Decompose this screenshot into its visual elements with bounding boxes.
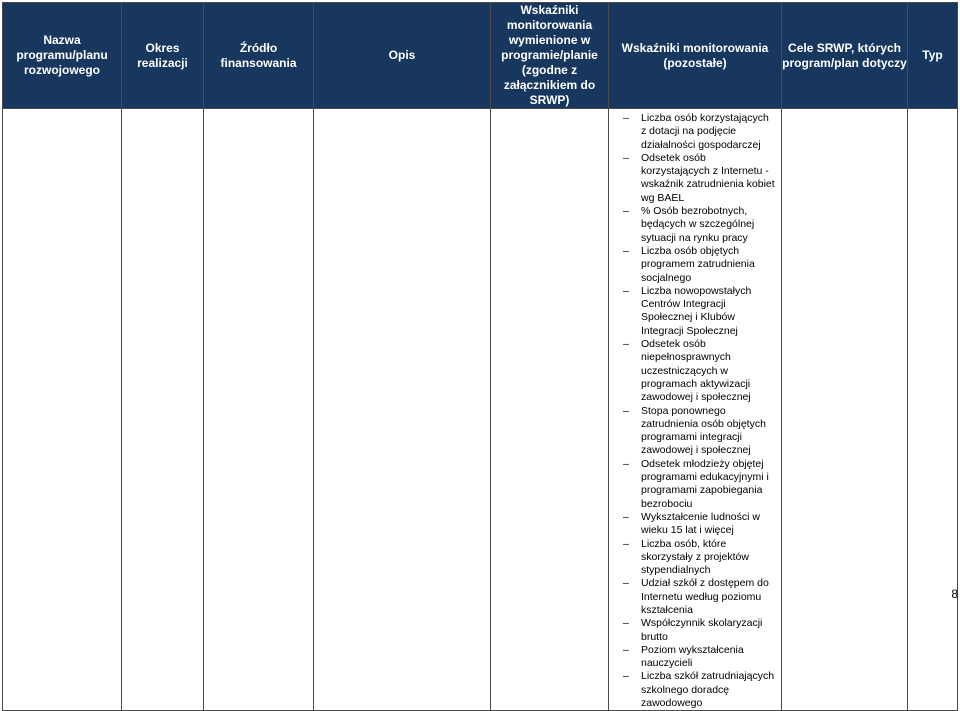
dash-bullet-icon: – — [623, 670, 629, 683]
list-item — [623, 577, 775, 617]
dash-bullet-icon: – — [623, 112, 629, 124]
dash-bullet-icon: – — [623, 577, 629, 590]
indicator-text: Liczba szkół zatrudniających szkolnego doradcę zawodowego — [641, 670, 775, 710]
indicator-text: Liczba osób korzystających z dotacji na podjęcie działalności gospodarczej — [641, 112, 769, 151]
indicator-text: Odsetek młodzieży objętej programami edukacyjnymi i programami zapobiegania bezrobociu — [641, 457, 769, 510]
dash-bullet-icon: – — [623, 617, 629, 630]
cell-srwp-goals — [782, 109, 908, 711]
list-item — [623, 617, 775, 644]
list-item — [623, 458, 775, 511]
header-program-name: Nazwa programu/planu rozwojowego — [3, 3, 122, 109]
list-item — [623, 152, 775, 205]
indicator-text: Stopa ponownego zatrudnienia osób objętych programami integracji zawodowej i społecznej — [641, 404, 766, 457]
cell-funding-source — [204, 109, 314, 711]
dash-bullet-icon: – — [623, 284, 629, 297]
list-item — [623, 511, 775, 538]
indicator-text: % Osób bezrobotnych, będących w szczególnej sytuacji na rynku pracy — [641, 205, 755, 244]
indicator-text: Odsetek osób korzystających z Internetu - wskaźnik zatrudnienia kobiet wg BAEL — [641, 151, 775, 204]
indicator-text: Liczba osób objętych programem zatrudnienia socjalnego — [641, 244, 755, 284]
dash-bullet-icon: – — [623, 510, 629, 523]
header-srwp-indicators: Wskaźniki monitorowania wymienione w programie/planie (zgodne z załącznikiem do SRWP) — [491, 3, 609, 109]
other-indicators-list — [609, 109, 781, 710]
dash-bullet-icon: – — [623, 404, 629, 417]
list-item — [623, 245, 775, 285]
list-item — [623, 538, 775, 578]
list-item — [623, 112, 775, 152]
header-description: Opis — [314, 3, 491, 109]
header-row — [3, 3, 958, 109]
indicator-text: Liczba osób, które skorzystały z projektów stypendialnych — [641, 537, 749, 577]
indicator-text: Współczynnik skolaryzacji brutto — [641, 617, 763, 643]
cell-type — [908, 109, 958, 711]
header-type: Typ — [908, 3, 958, 109]
list-item — [623, 338, 775, 404]
indicator-text: Liczba nowopowstałych Centrów Integracji Społecznej i Klubów Integracji Społecznej — [641, 284, 752, 337]
dash-bullet-icon: – — [623, 205, 629, 218]
list-item — [623, 205, 775, 245]
list-item — [623, 670, 775, 710]
indicator-text: Udział szkół z dostępem do Internetu według poziomu kształcenia — [641, 577, 769, 616]
list-item — [623, 405, 775, 458]
header-other-indicators: Wskaźniki monitorowania (pozostałe) — [609, 3, 782, 109]
dash-bullet-icon: – — [623, 643, 629, 656]
cell-description — [314, 109, 491, 711]
header-srwp-goals: Cele SRWP, których program/plan dotyczy — [782, 3, 908, 109]
dash-bullet-icon: – — [623, 151, 629, 164]
header-funding-source: Źródło finansowania — [204, 3, 314, 109]
dash-bullet-icon: – — [623, 537, 629, 550]
page-number: 8 — [951, 587, 958, 601]
cell-other-indicators — [609, 109, 782, 711]
header-period: Okres realizacji — [122, 3, 204, 109]
indicator-text: Wykształcenie ludności w wieku 15 lat i więcej — [641, 510, 760, 537]
dash-bullet-icon: – — [623, 244, 629, 257]
list-item — [623, 644, 775, 671]
indicator-text: Poziom wykształcenia nauczycieli — [641, 643, 744, 670]
dash-bullet-icon: – — [623, 457, 629, 470]
list-item — [623, 285, 775, 338]
cell-period — [122, 109, 204, 711]
indicator-text: Odsetek osób niepełnosprawnych uczestniczących w programach aktywizacji zawodowej i społecznej — [641, 338, 751, 404]
cell-srwp-indicators — [491, 109, 609, 711]
programs-table — [2, 2, 958, 711]
dash-bullet-icon: – — [623, 338, 629, 351]
cell-program-name — [3, 109, 122, 711]
table-row — [3, 109, 958, 711]
